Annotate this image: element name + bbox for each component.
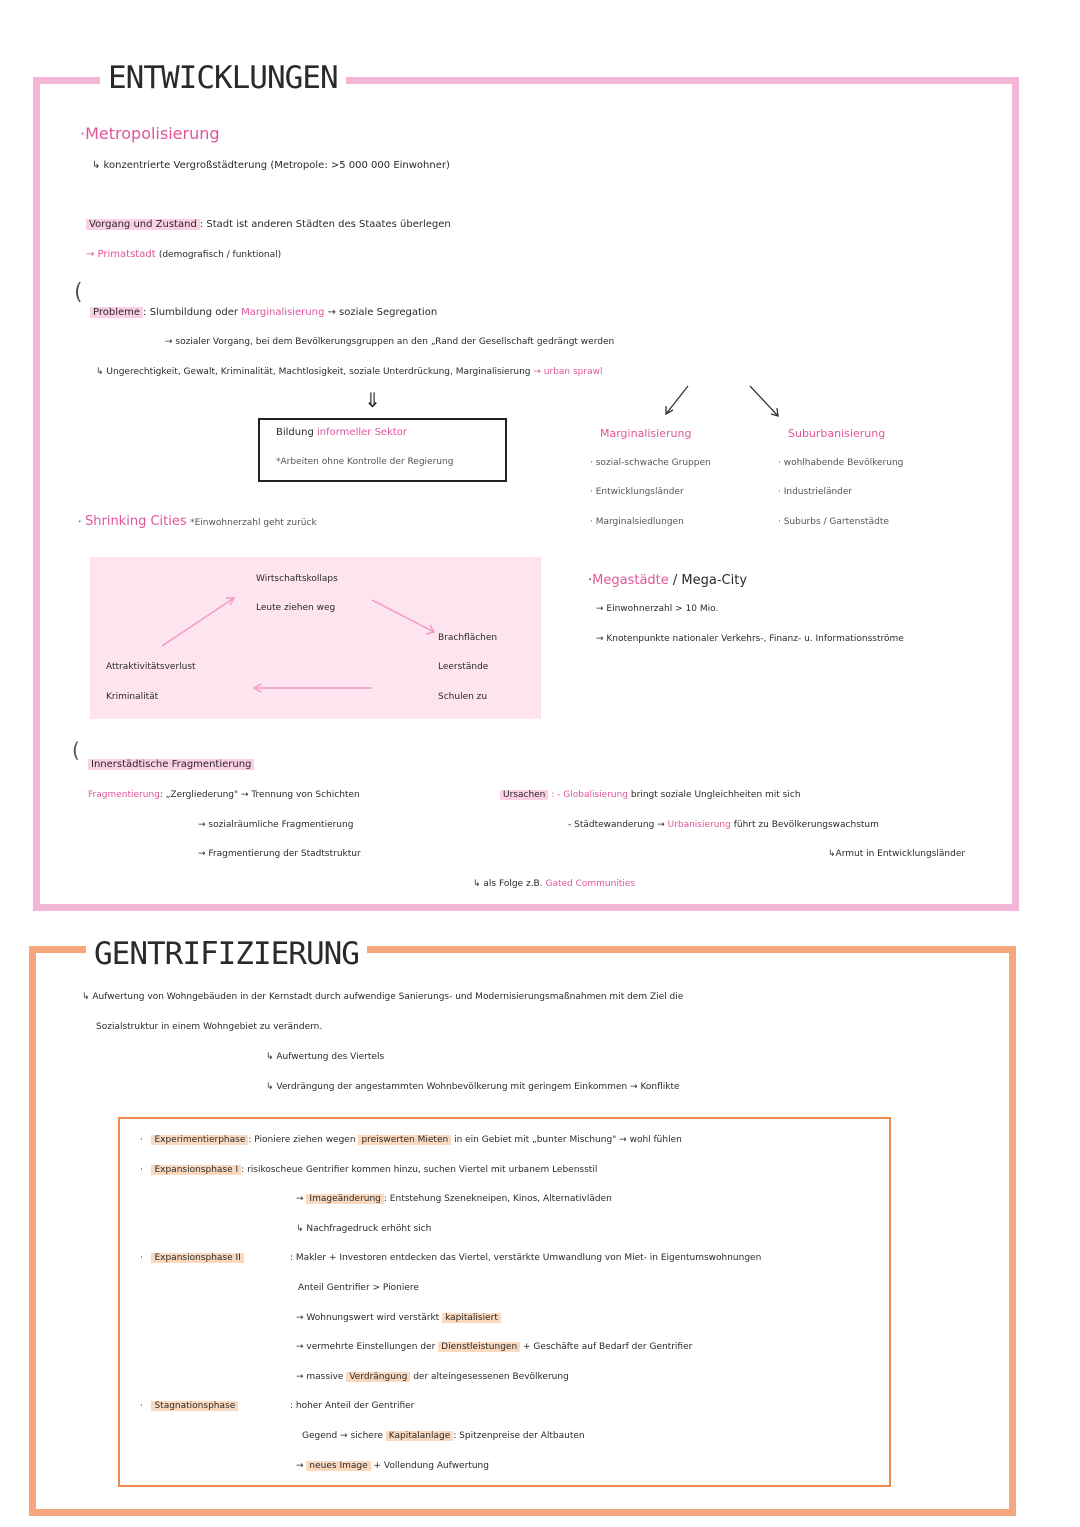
metropolisierung-heading: ·Metropolisierung [80, 124, 220, 143]
cycle-leer: Leerstände [438, 662, 489, 672]
phase-4-a: : hoher Anteil der Gentrifier [290, 1401, 415, 1411]
bildung-note: *Arbeiten ohne Kontrolle der Regierung [276, 457, 454, 467]
mega-heading: ·Megastädte / Mega-City [588, 573, 748, 588]
bildung-line: Bildung informeller Sektor [276, 427, 408, 438]
cycle-brach: Brachflächen [438, 633, 498, 643]
phase-4-b: Gegend → sichere Kapitalanlage : Spitzenpreise der Altbauten [302, 1431, 585, 1441]
cycle-attr: Attraktivitätsverlust [106, 662, 196, 672]
ursachen-line1: Ursachen : - Globalisierung bringt soziale Ungleichheiten mit sich [500, 790, 801, 800]
sozialer-vorgang: → sozialer Vorgang, bei dem Bevölkerungsgruppen an den „Rand der Gesellschaft gedrängt werden [165, 337, 615, 347]
marg-col-heading: Marginalisierung [600, 427, 692, 440]
mega-line2: → Knotenpunkte nationaler Verkehrs-, Finanz- u. Informationsströme [596, 634, 904, 644]
marg-col-item: · Entwicklungsländer [590, 487, 684, 497]
phase-3-a: : Makler + Investoren entdecken das Viertel, verstärkte Umwandlung von Miet- in Eigentumswohnungen [290, 1253, 762, 1263]
gentri-definition-1: ↳ Aufwertung von Wohngebäuden in der Kernstadt durch aufwendige Sanierungs- und Modernisierungsmaßnahmen mit dem Ziel die [82, 992, 684, 1002]
down-arrow-icon: ⇓ [364, 388, 381, 412]
ungerechtigkeit-line: ↳ Ungerechtigkeit, Gewalt, Kriminalität, Machtlosigkeit, soziale Unterdrückung, Marginalisierung → urban sprawl [96, 367, 603, 377]
phase-4: · Stagnationsphase [140, 1401, 238, 1411]
phase-3-e: → massive Verdrängung der alteingesessenen Bevölkerung [296, 1372, 569, 1382]
folge-line: ↳ als Folge z.B. Gated Communities [473, 879, 636, 889]
fragmentierung-l2: → Fragmentierung der Stadtstruktur [198, 849, 361, 859]
fragmentierung-heading: Innerstädtische Fragmentierung [88, 759, 254, 770]
bracket-icon: ( [74, 280, 83, 305]
entwicklungen-frame [33, 77, 1019, 911]
phase-3-d: → vermehrte Einstellungen der Dienstleistungen + Geschäfte auf Bedarf der Gentrifier [296, 1342, 693, 1352]
mega-line1: → Einwohnerzahl > 10 Mio. [596, 604, 719, 614]
fragmentierung-def: Fragmentierung: „Zergliederung" → Trennung von Schichten [88, 790, 360, 800]
sub-col-item: · Industrieländer [778, 487, 853, 497]
sub-col-item: · Suburbs / Gartenstädte [778, 517, 889, 527]
phase-3-b: Anteil Gentrifier > Pioniere [298, 1283, 419, 1293]
phase-3: · Expansionsphase II [140, 1253, 244, 1263]
verdraengung-line: ↳ Verdrängung der angestammten Wohnbevölkerung mit geringem Einkommen → Konflikte [266, 1082, 680, 1092]
phase-2: · Expansionsphase I : risikoscheue Gentrifier kommen hinzu, suchen Viertel mit urbanem Lebensstil [140, 1165, 598, 1175]
phase-4-c: → neues Image + Vollendung Aufwertung [296, 1461, 489, 1471]
cycle-leave: Leute ziehen weg [256, 603, 336, 613]
metropolisierung-definition: ↳ konzentrierte Vergroßstädterung (Metropole: >5 000 000 Einwohner) [92, 160, 450, 171]
marg-col-item: · sozial-schwache Gruppen [590, 458, 711, 468]
sub-col-item: · wohlhabende Bevölkerung [778, 458, 904, 468]
split-arrows-icon [650, 382, 790, 422]
gentri-definition-2: Sozialstruktur in einem Wohngebiet zu verändern. [96, 1022, 323, 1032]
ursachen-line2: - Städtewanderung → Urbanisierung führt zu Bevölkerungswachstum [568, 820, 879, 830]
entwicklungen-title: ENTWICKLUNGEN [100, 60, 346, 96]
aufwertung-line: ↳ Aufwertung des Viertels [266, 1052, 385, 1062]
phase-2-image: → Imageänderung : Entstehung Szenekneipen, Kinos, Alternativläden [296, 1194, 612, 1204]
cycle-arrows-icon [150, 590, 450, 700]
vorgang-line: Vorgang und Zustand : Stadt ist anderen Städten des Staates überlegen [86, 219, 451, 230]
probleme-line: Probleme : Slumbildung oder Marginalisierung → soziale Segregation [90, 307, 437, 318]
cycle-krim: Kriminalität [106, 692, 159, 702]
sub-col-heading: Suburbanisierung [788, 427, 886, 440]
marg-col-item: · Marginalsiedlungen [590, 517, 684, 527]
gentrifizierung-title: GENTRIFIZIERUNG [86, 936, 367, 972]
armut-line: ↳Armut in Entwicklungsländer [828, 849, 966, 859]
primatstadt-line: → Primatstadt (demografisch / funktional) [86, 249, 282, 260]
phase-1: · Experimentierphase : Pioniere ziehen wegen preiswerten Mieten in ein Gebiet mit „bunter Mischung" → wohl fühlen [140, 1135, 682, 1145]
fragmentierung-l1: → sozialräumliche Fragmentierung [198, 820, 354, 830]
phase-3-c: → Wohnungswert wird verstärkt kapitalisiert [296, 1313, 501, 1323]
bracket-icon: ( [72, 738, 80, 762]
shrinking-heading: · Shrinking Cities *Einwohnerzahl geht zurück [78, 514, 317, 529]
cycle-schulen: Schulen zu [438, 692, 488, 702]
cycle-collapse: Wirtschaftskollaps [256, 574, 338, 584]
phase-2-nachfrage: ↳ Nachfragedruck erhöht sich [296, 1224, 432, 1234]
